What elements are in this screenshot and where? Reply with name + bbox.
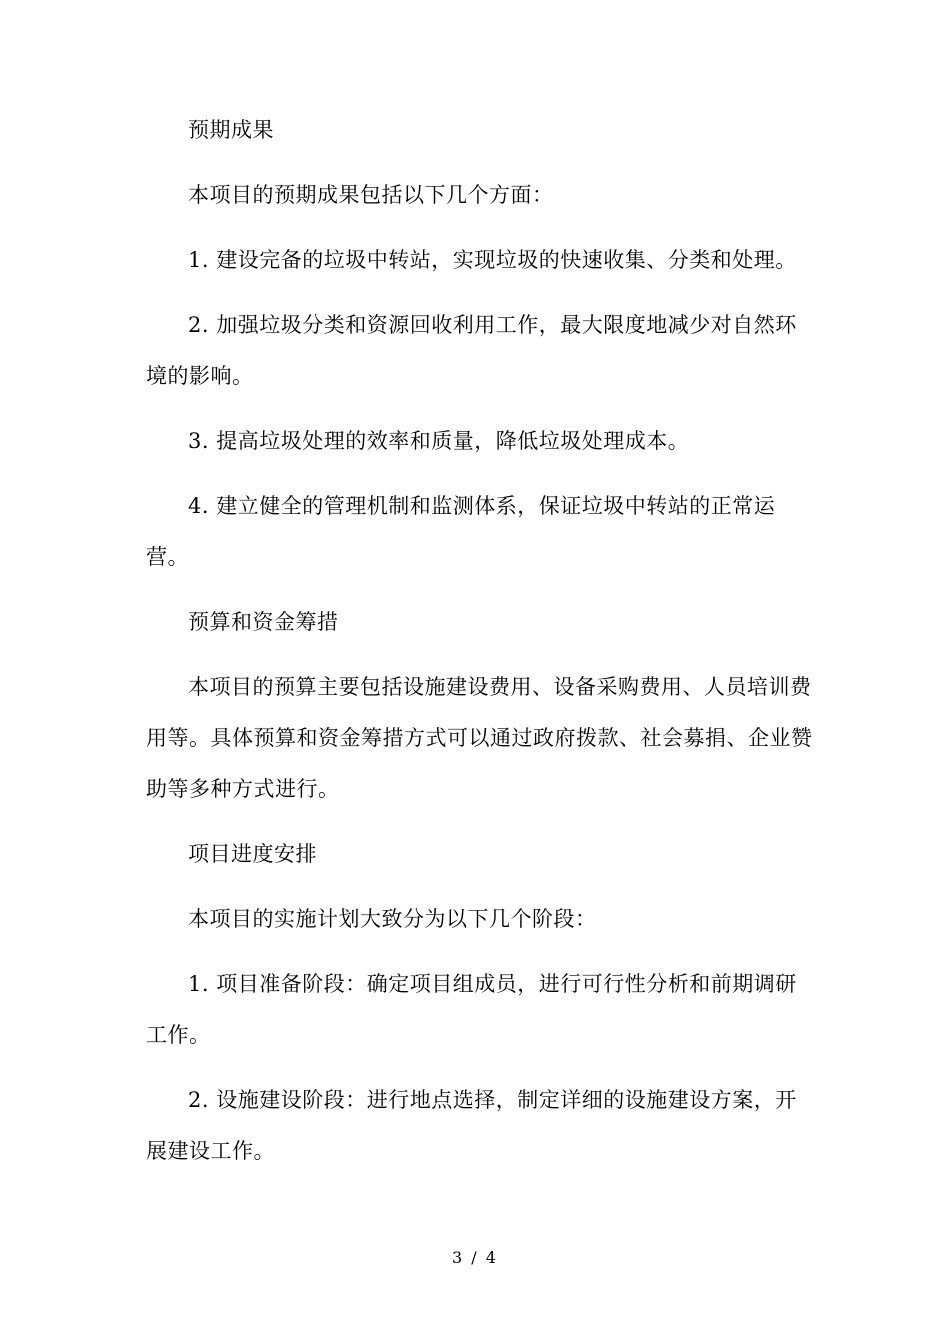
list-item-phase-1: 1. 项目准备阶段：确定项目组成员，进行可行性分析和前期调研工作。 <box>146 972 797 1047</box>
paragraph-schedule-intro: 本项目的实施计划大致分为以下几个阶段： <box>188 907 597 931</box>
paragraph-budget: 本项目的预算主要包括设施建设费用、设备采购费用、人员培训费用等。具体预算和资金筹措方式可以通过政府拨款、社会募捐、企业赞助等多种方式进行。 <box>146 675 813 801</box>
list-item-result-3: 3. 提高垃圾处理的效率和质量，降低垃圾处理成本。 <box>188 429 690 453</box>
section-heading-budget: 预算和资金筹措 <box>188 610 339 634</box>
list-item-result-4: 4. 建立健全的管理机制和监测体系，保证垃圾中转站的正常运营。 <box>146 494 776 569</box>
page-number: 3 / 4 <box>452 1248 498 1267</box>
list-item-result-2: 2. 加强垃圾分类和资源回收利用工作，最大限度地减少对自然环境的影响。 <box>146 313 797 388</box>
section-heading-expected-results: 预期成果 <box>188 118 274 142</box>
list-item-phase-2: 2. 设施建设阶段：进行地点选择，制定详细的设施建设方案，开展建设工作。 <box>146 1088 797 1163</box>
document-body <box>146 105 816 1191</box>
section-heading-schedule: 项目进度安排 <box>188 842 317 866</box>
paragraph-results-intro: 本项目的预期成果包括以下几个方面： <box>188 183 554 207</box>
list-item-result-1: 1. 建设完备的垃圾中转站，实现垃圾的快速收集、分类和处理。 <box>188 248 797 272</box>
